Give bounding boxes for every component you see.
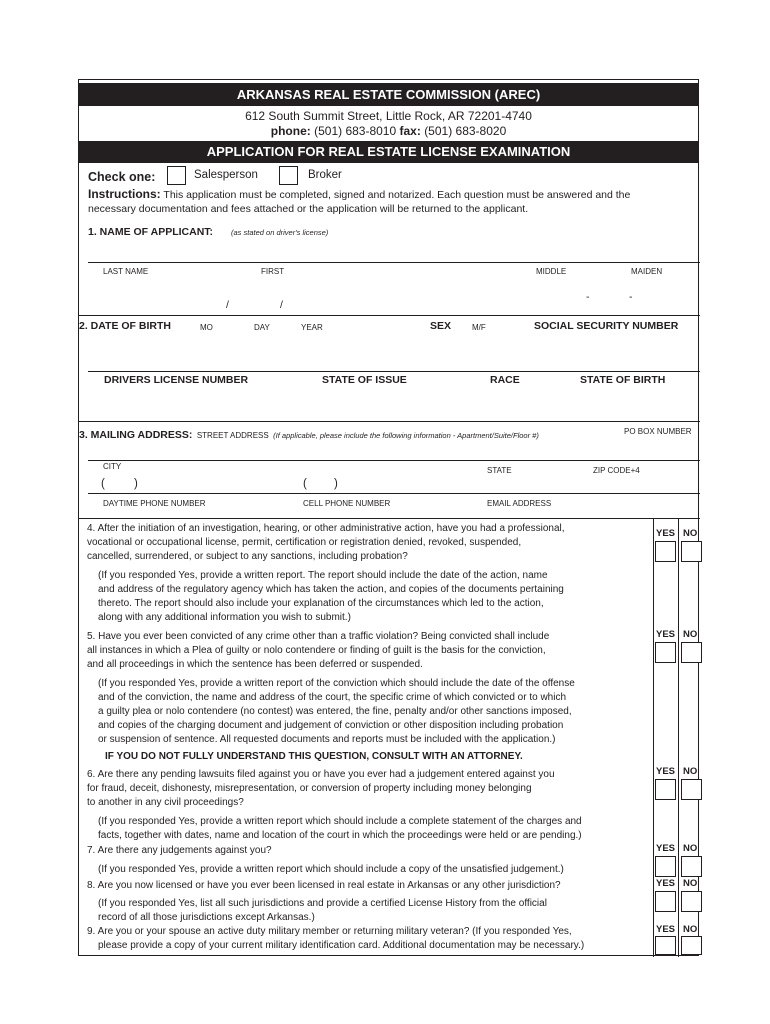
q6-no-checkbox[interactable] [681,779,702,800]
yes-no-divider [678,518,679,957]
section1-note: (as stated on driver's license) [231,228,329,237]
q5-no-label: NO [683,629,698,640]
question-8-para1: (If you responded Yes, list all such jurisdictions and provide a certified License History from the official [98,898,547,909]
instructions-line2: necessary documentation and fees attached or the application will be returned to the applicant. [88,203,529,215]
middle-name-label: MIDDLE [536,267,567,276]
broker-label: Broker [308,169,342,181]
question-5-para3: a guilty plea or nolo contendere (no contest) was entered, the fine, penalty and/or other sanctions imposed, [98,706,572,717]
question-9-line2: please provide a copy of your current military identification card. Additional documentation may be necessary.) [98,940,585,951]
q4-yes-label: YES [656,528,676,539]
question-4-followup [98,569,647,625]
instructions-label: Instructions: [88,187,161,201]
question-5-para2: and of the conviction, the name and address of the court, the specific crime of which convicted or to which [98,692,567,703]
q6-no-label: NO [683,766,698,777]
question-6-line1: 6. Are there any pending lawsuits filed against you or have you ever had a judgement entered against you [87,769,555,780]
state-label: STATE [487,466,512,475]
q9-yes-label: YES [656,924,676,935]
application-form [78,79,699,956]
question-6 [87,768,647,810]
question-4-para2: and address of the regulatory agency which has taken the action, and copies of the documents pertaining [98,584,564,595]
question-6-followup [98,815,647,843]
last-name-label: LAST NAME [103,267,149,276]
license-line [88,371,700,372]
form-title: APPLICATION FOR REAL ESTATE LICENSE EXAMINATION [79,141,698,163]
salesperson-label: Salesperson [194,169,258,181]
dob-slash1: / [226,299,229,311]
question-5-para1: (If you responded Yes, provide a written report of the conviction which should include the date of the offense [98,678,575,689]
question-4-para1: (If you responded Yes, provide a written report. The report should include the date of the action, name [98,570,548,581]
question-6-para1: (If you responded Yes, provide a written report which should include a complete statement of the charges and [98,816,582,827]
commission-contact [79,124,698,138]
sex-label: SEX [430,320,452,332]
q9-no-checkbox[interactable] [681,936,702,955]
instructions-line1 [88,187,630,201]
question-4-line3: cancelled, surrendered, or subject to any sanctions, including probation? [87,551,408,562]
broker-checkbox[interactable] [279,166,298,185]
first-name-label: FIRST [261,267,285,276]
ssn-label: SOCIAL SECURITY NUMBER [534,320,679,332]
q5-no-checkbox[interactable] [681,642,702,663]
day-phone-close-paren: ) [134,478,138,490]
q8-no-label: NO [683,878,698,889]
section2-title: 2. DATE OF BIRTH [79,320,171,332]
q4-no-label: NO [683,528,698,539]
q8-no-checkbox[interactable] [681,891,702,912]
zip-label: ZIP CODE+4 [593,466,640,475]
fax-label: fax: [399,124,421,138]
check-one-label: Check one: [88,170,156,184]
cell-phone-open-paren: ( [303,478,307,490]
question-5-line2: all instances in which a Plea of guilty or nolo contendere or finding of guilt is the basis for the conviction, [87,645,546,656]
question-8-para2: record of all those jurisdictions except Arkansas.) [98,912,315,923]
name-line [88,262,700,263]
questions-top-line [79,518,700,519]
address-line [79,421,700,422]
q7-yes-checkbox[interactable] [655,856,676,877]
ssn-dash2: - [629,291,633,303]
phone-label: phone: [270,124,311,138]
question-4-para3: thereto. The report should also include your explanation of the circumstances which led to the action, [98,598,544,609]
state-of-birth-label: STATE OF BIRTH [580,374,666,386]
q7-yes-label: YES [656,843,676,854]
q9-no-label: NO [683,924,698,935]
question-5 [87,630,647,672]
salesperson-checkbox[interactable] [167,166,186,185]
q5-yes-checkbox[interactable] [655,642,676,663]
cell-phone-label: CELL PHONE NUMBER [303,499,391,508]
question-5-line3: and all proceedings in which the sentence has been deferred or suspended. [87,659,423,670]
phone-line [88,493,700,494]
state-of-issue-label: STATE OF ISSUE [322,374,407,386]
question-4-line2: vocational or occupational license, permit, certification or registration denied, revoked, suspended, [87,537,522,548]
q7-no-label: NO [683,843,698,854]
question-9 [87,925,647,953]
question-4-para4: along with any additional information you wish to submit.) [98,612,351,623]
phone-number: (501) 683-8010 [314,124,397,138]
dob-month-label: MO [200,323,213,332]
question-5-para5: or suspension of sentence. All requested documents and reports must be included with the application.) [98,734,556,745]
instructions-text1: This application must be completed, signed and notarized. Each question must be answered and the [163,189,631,201]
ssn-dash1: - [586,291,590,303]
question-7-followup: (If you responded Yes, provide a written report which should include a copy of the unsatisfied judgement.) [98,864,564,875]
maiden-name-label: MAIDEN [631,267,663,276]
question-4-line1: 4. After the initiation of an investigation, hearing, or other administrative action, have you had a professional, [87,523,565,534]
street-address-note: (If applicable, please include the following information - Apartment/Suite/Floor #) [273,431,539,440]
question-9-line1: 9. Are you or your spouse an active duty military member or returning military veteran? (If you responded Yes, [87,926,572,937]
dob-year-label: YEAR [301,323,323,332]
question-6-para2: facts, together with dates, name and location of the court in which the proceedings were held or are pending.) [98,830,582,841]
daytime-phone-label: DAYTIME PHONE NUMBER [103,499,206,508]
day-phone-open-paren: ( [101,478,105,490]
q6-yes-label: YES [656,766,676,777]
po-box-label: PO BOX NUMBER [624,427,692,436]
q6-yes-checkbox[interactable] [655,779,676,800]
question-5-line1: 5. Have you ever been convicted of any crime other than a traffic violation? Being convicted shall include [87,631,550,642]
question-8: 8. Are you now licensed or have you ever been licensed in real estate in Arkansas or any other jurisdiction? [87,880,561,891]
fax-number: (501) 683-8020 [424,124,507,138]
street-address-label: STREET ADDRESS [196,431,269,440]
dob-slash2: / [280,299,283,311]
section3-title: 3. MAILING ADDRESS: [79,429,193,441]
question-5-para4: and copies of the charging document and judgement of conviction or other disposition including probation [98,720,564,731]
question-6-line3: to another in any civil proceedings? [87,797,244,808]
commission-address: 612 South Summit Street, Little Rock, AR 72201-4740 [245,109,532,123]
section3-row [79,425,539,443]
attorney-warning: IF YOU DO NOT FULLY UNDERSTAND THIS QUESTION, CONSULT WITH AN ATTORNEY. [105,751,523,762]
question-6-line2: for fraud, deceit, dishonesty, misrepresentation, or conversion of property including money belonging [87,783,532,794]
sex-mf-label: M/F [472,323,486,332]
email-label: EMAIL ADDRESS [487,499,552,508]
q8-yes-label: YES [656,878,676,889]
dob-line [79,315,700,316]
q5-yes-label: YES [656,629,676,640]
commission-title: ARKANSAS REAL ESTATE COMMISSION (AREC) [79,83,698,106]
question-5-followup [98,677,647,747]
dob-day-label: DAY [254,323,270,332]
cell-phone-close-paren: ) [334,478,338,490]
q9-yes-checkbox[interactable] [655,936,676,955]
question-4 [87,522,647,564]
race-label: RACE [490,374,520,386]
q4-yes-checkbox[interactable] [655,541,676,562]
city-label: CITY [103,462,122,471]
questions-column-divider [653,518,654,957]
section1-title: 1. NAME OF APPLICANT: [88,226,214,238]
drivers-license-label: DRIVERS LICENSE NUMBER [104,374,249,386]
q4-no-checkbox[interactable] [681,541,702,562]
q7-no-checkbox[interactable] [681,856,702,877]
city-line-top [88,460,700,461]
question-8-followup [98,897,647,925]
q8-yes-checkbox[interactable] [655,891,676,912]
question-7: 7. Are there any judgements against you? [87,845,272,856]
